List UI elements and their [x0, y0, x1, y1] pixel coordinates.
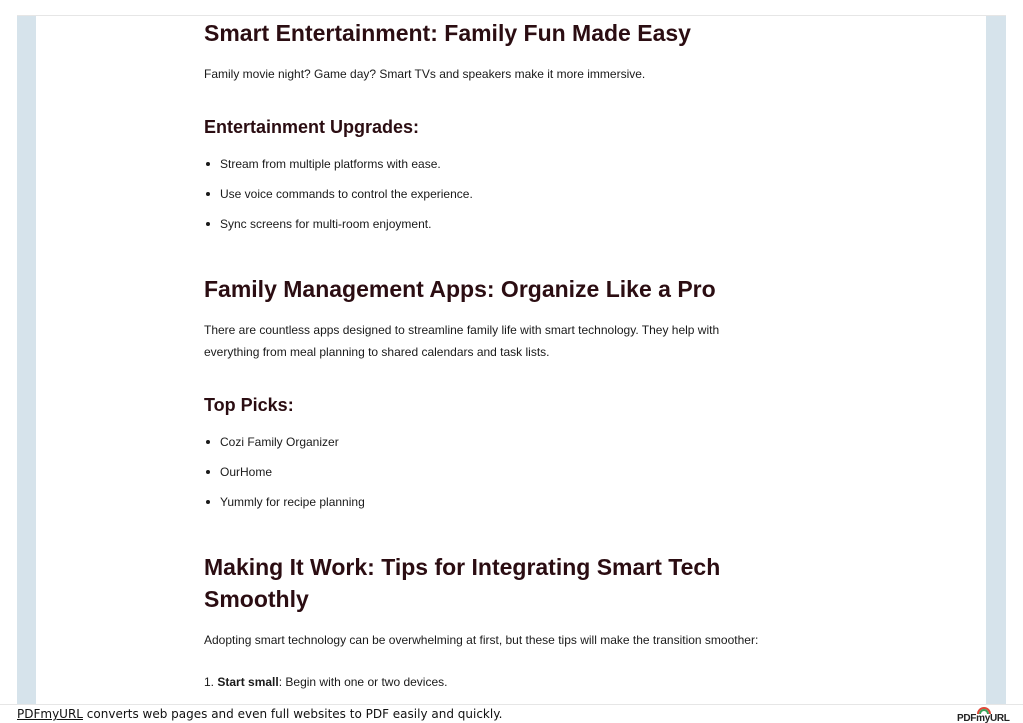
section-paragraph: Adopting smart technology can be overwhelming at first, but these tips will make the transition smoother: — [204, 633, 759, 647]
footer-text — [17, 707, 502, 721]
bullet-icon — [206, 192, 210, 196]
list-item: Sync screens for multi-room enjoyment. — [204, 216, 844, 232]
list-item: Use voice commands to control the experience. — [204, 186, 844, 202]
section-heading-family-management: Family Management Apps: Organize Like a Pro — [204, 276, 716, 302]
subheading-top-picks: Top Picks: — [204, 395, 294, 415]
bullet-icon — [206, 470, 210, 474]
section-heading-making-it-work-line-1: Making It Work: Tips for Integrating Smart Tech — [204, 554, 721, 580]
list-item: OurHome — [204, 464, 844, 480]
article-content — [36, 16, 986, 704]
pdfmyurl-logo[interactable] — [957, 706, 1009, 723]
bullet-icon — [206, 500, 210, 504]
right-margin-panel — [986, 16, 1006, 704]
subheading-entertainment-upgrades: Entertainment Upgrades: — [204, 117, 420, 137]
left-margin-panel — [17, 16, 36, 704]
list-item: Yummly for recipe planning — [204, 494, 844, 510]
bullet-icon — [206, 222, 210, 226]
pdfmyurl-logo-text: PDFmyURL — [957, 713, 1010, 723]
entertainment-list — [204, 156, 844, 246]
section-paragraph-line-1: There are countless apps designed to streamline family life with smart technology. They help with — [204, 323, 720, 337]
section-heading-making-it-work-line-2: Smoothly — [204, 586, 309, 612]
bullet-icon — [206, 162, 210, 166]
list-item: Stream from multiple platforms with ease. — [204, 156, 844, 172]
list-item: 1. Start small: Begin with one or two devices. — [204, 675, 448, 689]
section-paragraph-line-2: everything from meal planning to shared calendars and task lists. — [204, 345, 550, 359]
pdfmyurl-footer — [0, 704, 1023, 723]
tips-list — [204, 674, 844, 690]
list-item: Cozi Family Organizer — [204, 434, 844, 450]
bullet-icon — [206, 440, 210, 444]
footer-description: converts web pages and even full websites to PDF easily and quickly. — [82, 707, 503, 721]
section-paragraph: Family movie night? Game day? Smart TVs and speakers make it more immersive. — [204, 67, 646, 81]
pdfmyurl-link[interactable]: PDFmyURL — [17, 707, 83, 721]
section-heading-smart-entertainment: Smart Entertainment: Family Fun Made Easy — [204, 20, 691, 46]
top-picks-list — [204, 434, 844, 524]
